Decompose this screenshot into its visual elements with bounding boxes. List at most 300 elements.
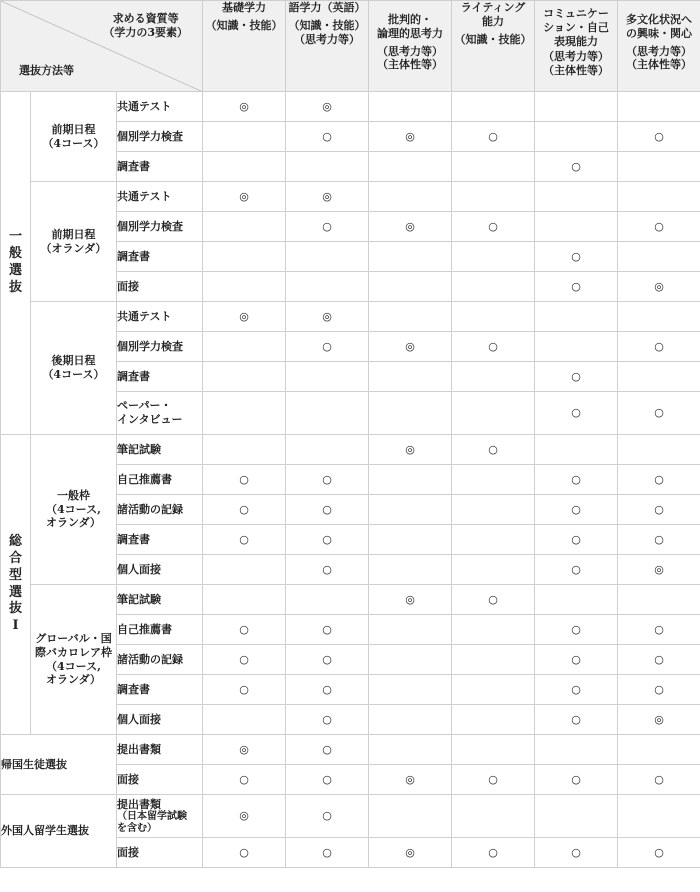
circle-mark: ○ [571, 249, 581, 263]
criteria-mark-cell [286, 675, 369, 705]
circle-mark: ○ [654, 502, 664, 516]
selection-method-cell [117, 795, 203, 838]
criteria-mark-cell [369, 795, 452, 838]
subgroup-global-ib-waku-label: オランダ） [46, 673, 101, 687]
criteria-mark-cell [203, 838, 286, 868]
criteria-mark-cell [203, 362, 286, 392]
criteria-mark-cell [535, 362, 618, 392]
double-circle-mark: ◎ [405, 442, 415, 456]
selection-method-cell [117, 705, 203, 735]
double-circle-mark: ◎ [405, 129, 415, 143]
double-circle-mark: ◎ [239, 809, 249, 823]
criteria-mark-cell [286, 795, 369, 838]
criteria-mark-cell [286, 182, 369, 212]
criteria-mark-cell [203, 675, 286, 705]
criteria-mark-cell [286, 122, 369, 152]
subgroup-ippan-waku-label: オランダ） [46, 516, 101, 530]
table-row [1, 92, 700, 122]
double-circle-mark: ◎ [322, 309, 332, 323]
subgroup-global-ib-waku-label: グローバル・国 [35, 632, 112, 645]
criteria-mark-cell [369, 615, 452, 645]
selection-method-cell [117, 495, 203, 525]
criteria-mark-cell [452, 735, 535, 765]
double-circle-mark: ◎ [405, 219, 415, 233]
criteria-mark-cell [286, 645, 369, 675]
selection-method-cell [117, 735, 203, 765]
subgroup-zenki-holland-label: （オランダ） [40, 241, 107, 255]
circle-mark: ○ [322, 622, 332, 636]
criteria-mark-cell [535, 465, 618, 495]
circle-mark: ○ [488, 845, 498, 859]
subgroup-ippan-waku [31, 435, 117, 585]
criteria-mark-cell [286, 615, 369, 645]
criteria-mark-cell [535, 645, 618, 675]
selection-method-label: 共通テスト [117, 309, 172, 323]
criteria-mark-cell [369, 838, 452, 868]
circle-mark: ○ [571, 369, 581, 383]
table-row [1, 302, 700, 332]
criteria-mark-cell [452, 645, 535, 675]
criteria-mark-cell [618, 465, 700, 495]
circle-mark: ○ [571, 562, 581, 576]
criteria-mark-cell [203, 465, 286, 495]
group-ippan-label: 一般選抜 [8, 229, 22, 295]
selection-method-cell [117, 122, 203, 152]
selection-method-cell [117, 302, 203, 332]
group-gaikoku-label: 外国人留学生選抜 [1, 824, 89, 838]
criteria-mark-cell [369, 435, 452, 465]
circle-mark: ○ [322, 772, 332, 786]
criteria-mark-cell [286, 435, 369, 465]
criteria-mark-cell [369, 735, 452, 765]
criteria-mark-cell [286, 332, 369, 362]
criteria-mark-cell [203, 765, 286, 795]
criteria-mark-cell [618, 92, 700, 122]
criteria-mark-cell [535, 435, 618, 465]
criteria-mark-cell [286, 362, 369, 392]
criteria-mark-cell [618, 332, 700, 362]
criteria-mark-cell [618, 705, 700, 735]
criteria-mark-cell [369, 272, 452, 302]
criteria-mark-cell [452, 795, 535, 838]
criteria-mark-cell [369, 302, 452, 332]
criteria-mark-cell [369, 152, 452, 182]
criteria-mark-cell [618, 675, 700, 705]
circle-mark: ○ [571, 772, 581, 786]
criteria-mark-cell [203, 435, 286, 465]
subgroup-kouki-4course [31, 302, 117, 435]
criteria-mark-cell [203, 495, 286, 525]
criteria-mark-cell [452, 92, 535, 122]
circle-mark: ○ [322, 712, 332, 726]
criteria-mark-cell [535, 525, 618, 555]
criteria-mark-cell [203, 152, 286, 182]
circle-mark: ○ [571, 279, 581, 293]
criteria-mark-cell [452, 392, 535, 435]
selection-method-cell [117, 152, 203, 182]
selection-method-label: 諸活動の記録 [117, 502, 183, 516]
criteria-mark-cell [618, 645, 700, 675]
criteria-mark-cell [286, 392, 369, 435]
double-circle-mark: ◎ [239, 742, 249, 756]
selection-method-label: （日本留学試験 [117, 811, 187, 823]
criteria-mark-cell [369, 362, 452, 392]
subgroup-global-ib-waku-label: （4コース, [46, 659, 101, 673]
criteria-mark-cell [618, 392, 700, 435]
criteria-mark-cell [286, 152, 369, 182]
selection-method-label: 共通テスト [117, 99, 172, 113]
corner-bottom-label: 選抜方法等 [19, 64, 74, 78]
criteria-mark-cell [452, 152, 535, 182]
circle-mark: ○ [571, 532, 581, 546]
circle-mark: ○ [239, 772, 249, 786]
circle-mark: ○ [239, 622, 249, 636]
criteria-mark-cell [286, 272, 369, 302]
criteria-mark-cell [452, 585, 535, 615]
circle-mark: ○ [654, 772, 664, 786]
criteria-mark-cell [535, 392, 618, 435]
selection-method-label: 調査書 [117, 532, 150, 546]
criteria-mark-cell [618, 362, 700, 392]
double-circle-mark: ◎ [654, 712, 664, 726]
group-sogo [1, 435, 31, 735]
selection-method-label: 面接 [117, 279, 139, 293]
circle-mark: ○ [322, 682, 332, 696]
circle-mark: ○ [654, 339, 664, 353]
circle-mark: ○ [488, 772, 498, 786]
table-row [1, 182, 700, 212]
selection-method-cell [117, 645, 203, 675]
criteria-mark-cell [618, 302, 700, 332]
criteria-mark-cell [452, 332, 535, 362]
selection-method-label: ペーパー・ [117, 399, 172, 413]
criteria-mark-cell [452, 465, 535, 495]
criteria-mark-cell [203, 615, 286, 645]
selection-method-cell [117, 765, 203, 795]
selection-method-cell [117, 435, 203, 465]
circle-mark: ○ [322, 129, 332, 143]
criteria-mark-cell [369, 242, 452, 272]
criteria-mark-cell [286, 705, 369, 735]
double-circle-mark: ◎ [322, 189, 332, 203]
circle-mark: ○ [322, 219, 332, 233]
criteria-mark-cell [535, 332, 618, 362]
selection-method-cell [117, 272, 203, 302]
criteria-mark-cell [618, 152, 700, 182]
selection-method-label: 個別学力検査 [117, 129, 183, 143]
group-sogo-label: 総合型選抜Ⅰ [8, 533, 22, 634]
double-circle-mark: ◎ [322, 99, 332, 113]
criteria-mark-cell [286, 838, 369, 868]
selection-method-label: 提出書類 [117, 797, 161, 811]
table-row [1, 795, 700, 838]
group-kikoku-label: 帰国生徒選抜 [1, 757, 67, 771]
criteria-mark-cell [452, 435, 535, 465]
criteria-mark-cell [618, 495, 700, 525]
double-circle-mark: ◎ [405, 592, 415, 606]
circle-mark: ○ [654, 406, 664, 420]
circle-mark: ○ [239, 652, 249, 666]
criteria-mark-cell [535, 795, 618, 838]
column-header-communication: コミュニケー ション・自己 表現能力 （思考力等） （主体性等） [535, 1, 618, 92]
header-corner-cell [1, 1, 203, 92]
criteria-mark-cell [618, 525, 700, 555]
selection-method-label: を含む） [117, 822, 157, 834]
criteria-mark-cell [286, 525, 369, 555]
double-circle-mark: ◎ [654, 279, 664, 293]
selection-method-label: 面接 [117, 845, 139, 859]
criteria-mark-cell [535, 838, 618, 868]
criteria-mark-cell [286, 765, 369, 795]
selection-method-label: 調査書 [117, 249, 150, 263]
circle-mark: ○ [322, 339, 332, 353]
criteria-mark-cell [203, 392, 286, 435]
criteria-mark-cell [618, 615, 700, 645]
criteria-mark-cell [618, 735, 700, 765]
criteria-mark-cell [535, 765, 618, 795]
circle-mark: ○ [322, 809, 332, 823]
criteria-mark-cell [535, 272, 618, 302]
criteria-mark-cell [618, 765, 700, 795]
criteria-mark-cell [618, 838, 700, 868]
circle-mark: ○ [654, 682, 664, 696]
circle-mark: ○ [571, 845, 581, 859]
circle-mark: ○ [654, 532, 664, 546]
selection-method-label: 自己推薦書 [117, 622, 172, 636]
group-ippan [1, 92, 31, 435]
criteria-mark-cell [369, 675, 452, 705]
circle-mark: ○ [571, 712, 581, 726]
subgroup-kouki-4course-label: （4コース） [42, 368, 105, 381]
criteria-mark-cell [618, 182, 700, 212]
circle-mark: ○ [654, 622, 664, 636]
criteria-mark-cell [369, 645, 452, 675]
criteria-mark-cell [203, 122, 286, 152]
circle-mark: ○ [654, 129, 664, 143]
double-circle-mark: ◎ [654, 562, 664, 576]
subgroup-zenki-4course-label: 前期日程 [51, 122, 96, 136]
criteria-mark-cell [203, 272, 286, 302]
criteria-mark-cell [203, 555, 286, 585]
column-header-writing-ability: ライティング 能力 （知識・技能） [452, 1, 535, 92]
circle-mark: ○ [571, 406, 581, 420]
criteria-mark-cell [203, 795, 286, 838]
criteria-mark-cell [452, 555, 535, 585]
criteria-mark-cell [286, 302, 369, 332]
criteria-mark-cell [286, 555, 369, 585]
circle-mark: ○ [322, 532, 332, 546]
selection-method-label: 面接 [117, 772, 139, 786]
circle-mark: ○ [239, 682, 249, 696]
criteria-mark-cell [369, 555, 452, 585]
criteria-mark-cell [203, 735, 286, 765]
double-circle-mark: ◎ [239, 309, 249, 323]
double-circle-mark: ◎ [239, 99, 249, 113]
criteria-mark-cell [286, 495, 369, 525]
criteria-mark-cell [452, 302, 535, 332]
column-header-critical-thinking: 批判的・ 論理的思考力 （思考力等） （主体性等） [369, 1, 452, 92]
subgroup-global-ib-waku-label: 際バカロレア枠 [35, 645, 112, 659]
selection-method-cell [117, 525, 203, 555]
criteria-mark-cell [286, 465, 369, 495]
criteria-mark-cell [535, 705, 618, 735]
circle-mark: ○ [488, 592, 498, 606]
criteria-mark-cell [452, 615, 535, 645]
criteria-mark-cell [452, 838, 535, 868]
selection-method-label: 自己推薦書 [117, 472, 172, 486]
criteria-mark-cell [535, 122, 618, 152]
selection-method-label: 筆記試験 [117, 442, 161, 456]
selection-method-label: 調査書 [117, 369, 150, 383]
criteria-mark-cell [535, 585, 618, 615]
subgroup-kouki-4course-label: 後期日程 [51, 354, 96, 368]
criteria-mark-cell [618, 272, 700, 302]
criteria-mark-cell [618, 555, 700, 585]
circle-mark: ○ [654, 472, 664, 486]
circle-mark: ○ [239, 472, 249, 486]
circle-mark: ○ [571, 159, 581, 173]
table-row [1, 735, 700, 765]
circle-mark: ○ [322, 652, 332, 666]
circle-mark: ○ [322, 562, 332, 576]
selection-method-cell [117, 555, 203, 585]
circle-mark: ○ [322, 845, 332, 859]
criteria-mark-cell [369, 705, 452, 735]
selection-method-cell [117, 615, 203, 645]
circle-mark: ○ [571, 682, 581, 696]
criteria-mark-cell [535, 615, 618, 645]
criteria-mark-cell [452, 495, 535, 525]
selection-method-cell [117, 362, 203, 392]
circle-mark: ○ [239, 532, 249, 546]
criteria-mark-cell [535, 152, 618, 182]
circle-mark: ○ [239, 502, 249, 516]
criteria-mark-cell [203, 302, 286, 332]
criteria-mark-cell [535, 212, 618, 242]
subgroup-ippan-waku-label: （4コース, [46, 502, 101, 516]
criteria-mark-cell [369, 92, 452, 122]
selection-method-cell [117, 92, 203, 122]
criteria-mark-cell [203, 525, 286, 555]
header-row [1, 1, 700, 92]
criteria-mark-cell [535, 675, 618, 705]
circle-mark: ○ [654, 845, 664, 859]
criteria-mark-cell [369, 392, 452, 435]
circle-mark: ○ [654, 652, 664, 666]
circle-mark: ○ [322, 502, 332, 516]
subgroup-zenki-holland-label: 前期日程 [51, 227, 96, 241]
selection-method-label: 共通テスト [117, 189, 172, 203]
subgroup-global-ib-waku [31, 585, 117, 735]
selection-method-label: 調査書 [117, 159, 150, 173]
selection-method-label: 個人面接 [117, 712, 161, 726]
criteria-mark-cell [203, 92, 286, 122]
criteria-mark-cell [286, 242, 369, 272]
criteria-mark-cell [618, 795, 700, 838]
selection-method-label: 個別学力検査 [117, 339, 183, 353]
selection-method-cell [117, 392, 203, 435]
subgroup-ippan-waku-label: 一般枠 [57, 488, 90, 502]
circle-mark: ○ [322, 742, 332, 756]
criteria-mark-cell [286, 212, 369, 242]
double-circle-mark: ◎ [405, 772, 415, 786]
circle-mark: ○ [571, 622, 581, 636]
criteria-mark-cell [203, 705, 286, 735]
criteria-mark-cell [535, 495, 618, 525]
criteria-mark-cell [452, 212, 535, 242]
selection-method-cell [117, 585, 203, 615]
criteria-mark-cell [369, 585, 452, 615]
criteria-mark-cell [535, 555, 618, 585]
circle-mark: ○ [322, 472, 332, 486]
criteria-mark-cell [286, 92, 369, 122]
criteria-mark-cell [369, 525, 452, 555]
column-header-language-ability: 語学力（英語） （知識・技能） （思考力等） [286, 1, 369, 92]
criteria-mark-cell [203, 242, 286, 272]
criteria-mark-cell [286, 735, 369, 765]
criteria-mark-cell [369, 212, 452, 242]
group-gaikoku [1, 795, 117, 868]
subgroup-zenki-4course [31, 92, 117, 182]
circle-mark: ○ [654, 219, 664, 233]
criteria-mark-cell [203, 212, 286, 242]
selection-method-label: 個人面接 [117, 562, 161, 576]
criteria-mark-cell [203, 645, 286, 675]
criteria-mark-cell [369, 765, 452, 795]
circle-mark: ○ [488, 219, 498, 233]
criteria-mark-cell [452, 182, 535, 212]
criteria-mark-cell [618, 585, 700, 615]
selection-method-cell [117, 465, 203, 495]
double-circle-mark: ◎ [405, 845, 415, 859]
circle-mark: ○ [488, 442, 498, 456]
criteria-mark-cell [452, 525, 535, 555]
circle-mark: ○ [571, 472, 581, 486]
criteria-mark-cell [452, 122, 535, 152]
criteria-mark-cell [452, 675, 535, 705]
double-circle-mark: ◎ [405, 339, 415, 353]
selection-method-label: 諸活動の記録 [117, 652, 183, 666]
column-header-multicultural-interest: 多文化状況へ の興味・関心 （思考力等） （主体性等） [618, 1, 700, 92]
table-row [1, 435, 700, 465]
criteria-mark-cell [452, 242, 535, 272]
criteria-mark-cell [203, 332, 286, 362]
criteria-mark-cell [618, 435, 700, 465]
criteria-mark-cell [452, 362, 535, 392]
criteria-mark-cell [452, 705, 535, 735]
circle-mark: ○ [571, 502, 581, 516]
selection-method-cell [117, 182, 203, 212]
corner-top-label: 求める資質等 （学力の3要素） [103, 12, 189, 39]
selection-method-label: 調査書 [117, 682, 150, 696]
circle-mark: ○ [571, 652, 581, 666]
criteria-mark-cell [618, 212, 700, 242]
criteria-mark-cell [452, 765, 535, 795]
selection-method-cell [117, 675, 203, 705]
selection-method-label: 個別学力検査 [117, 219, 183, 233]
selection-method-label: 筆記試験 [117, 592, 161, 606]
criteria-mark-cell [286, 585, 369, 615]
circle-mark: ○ [488, 129, 498, 143]
selection-method-cell [117, 212, 203, 242]
criteria-mark-cell [535, 182, 618, 212]
criteria-mark-cell [535, 242, 618, 272]
criteria-mark-cell [369, 182, 452, 212]
criteria-mark-cell [452, 272, 535, 302]
circle-mark: ○ [239, 845, 249, 859]
selection-method-label: 提出書類 [117, 742, 161, 756]
criteria-mark-cell [535, 302, 618, 332]
